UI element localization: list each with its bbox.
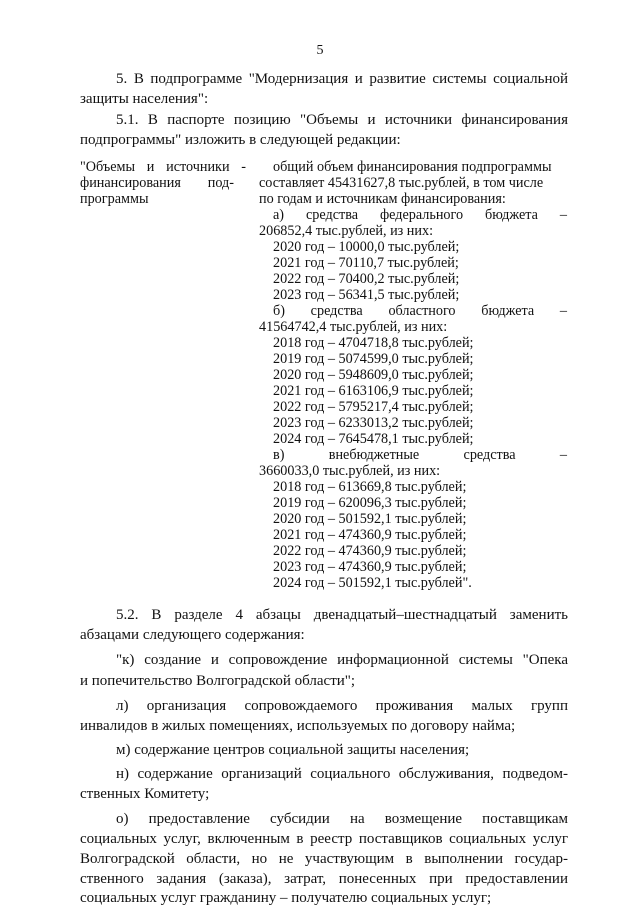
- regional-year-row: 2020 год – 5948609,0 тыс.рублей;: [273, 367, 474, 383]
- para-n-line-1: н) содержание организаций социального обслуживания, подведом-: [116, 766, 568, 782]
- federal-year-row: 2023 год – 56341,5 тыс.рублей;: [273, 287, 460, 303]
- page-number: 5: [316, 43, 324, 58]
- regional-budget-heading: б) средства областного бюджета –: [273, 303, 567, 319]
- total-line-2: составляет 45431627,8 тыс.рублей, в том числе: [259, 175, 544, 191]
- extrabudget-year-row: 2019 год – 620096,3 тыс.рублей;: [273, 495, 467, 511]
- regional-year-row: 2021 год – 6163106,9 тыс.рублей;: [273, 383, 474, 399]
- federal-year-row: 2020 год – 10000,0 тыс.рублей;: [273, 239, 460, 255]
- para-o-line-4: ственного задания (заказа), затрат, понесенных при предоставлении: [80, 871, 568, 887]
- para-o-line-1: о) предоставление субсидии на возмещение поставщикам: [116, 811, 568, 827]
- regional-year-row: 2023 год – 6233013,2 тыс.рублей;: [273, 415, 474, 431]
- regional-year-row: 2022 год – 5795217,4 тыс.рублей;: [273, 399, 474, 415]
- regional-budget-sum: 41564742,4 тыс.рублей, из них:: [259, 319, 448, 335]
- para-k-line-2: и попечительство Волгоградской области";: [80, 673, 356, 689]
- federal-year-row: 2022 год – 70400,2 тыс.рублей;: [273, 271, 460, 287]
- para-5-2-line-2: абзацами следующего содержания:: [80, 627, 305, 643]
- extrabudget-year-row: 2018 год – 613669,8 тыс.рублей;: [273, 479, 467, 495]
- para-o-line-3: Волгоградской области, но не участвующим в выполнении государ-: [80, 851, 568, 867]
- regional-year-row: 2018 год – 4704718,8 тыс.рублей;: [273, 335, 474, 351]
- item-5-1-line-1: 5.1. В паспорте позицию "Объемы и источники финансирования: [116, 112, 568, 128]
- para-5-2-line-1: 5.2. В разделе 4 абзацы двенадцатый–шестнадцатый заменить: [116, 607, 568, 623]
- extrabudget-year-row: 2023 год – 474360,9 тыс.рублей;: [273, 559, 467, 575]
- para-o-line-2: социальных услуг, включенным в реестр поставщиков социальных услуг: [80, 831, 568, 847]
- item-5-1-line-2: подпрограммы" изложить в следующей редакции:: [80, 132, 401, 148]
- extrabudget-year-row: 2020 год – 501592,1 тыс.рублей;: [273, 511, 467, 527]
- para-n-line-2: ственных Комитету;: [80, 786, 210, 802]
- para-m-line-1: м) содержание центров социальной защиты населения;: [116, 742, 470, 758]
- table-left-line-2: финансирования под-: [80, 175, 234, 191]
- para-l-line-1: л) организация сопровождаемого проживания малых групп: [116, 698, 568, 714]
- extrabudget-year-row: 2021 год – 474360,9 тыс.рублей;: [273, 527, 467, 543]
- total-line-3: по годам и источникам финансирования:: [259, 191, 506, 207]
- regional-year-row: 2024 год – 7645478,1 тыс.рублей;: [273, 431, 474, 447]
- federal-year-row: 2021 год – 70110,7 тыс.рублей;: [273, 255, 459, 271]
- extrabudget-heading: в) внебюджетные средства –: [273, 447, 567, 463]
- federal-budget-sum: 206852,4 тыс.рублей, из них:: [259, 223, 434, 239]
- para-k-line-1: "к) создание и сопровождение информационной системы "Опека: [116, 652, 568, 668]
- total-line-1: общий объем финансирования подпрограммы: [273, 159, 552, 175]
- extrabudget-year-row: 2024 год – 501592,1 тыс.рублей".: [273, 575, 472, 591]
- table-left-line-3: программы: [80, 191, 149, 207]
- federal-budget-heading: а) средства федерального бюджета –: [273, 207, 567, 223]
- item-5-line-1: 5. В подпрограмме "Модернизация и развитие системы социальной: [116, 71, 568, 87]
- table-left-line-1: "Объемы и источники -: [80, 159, 246, 175]
- extrabudget-year-row: 2022 год – 474360,9 тыс.рублей;: [273, 543, 467, 559]
- para-l-line-2: инвалидов в жилых помещениях, используемых по договору найма;: [80, 718, 516, 734]
- para-o-line-5: социальных услуг гражданину – получателю социальных услуг;: [80, 890, 492, 906]
- item-5-line-2: защиты населения":: [80, 91, 209, 107]
- extrabudget-sum: 3660033,0 тыс.рублей, из них:: [259, 463, 441, 479]
- regional-year-row: 2019 год – 5074599,0 тыс.рублей;: [273, 351, 474, 367]
